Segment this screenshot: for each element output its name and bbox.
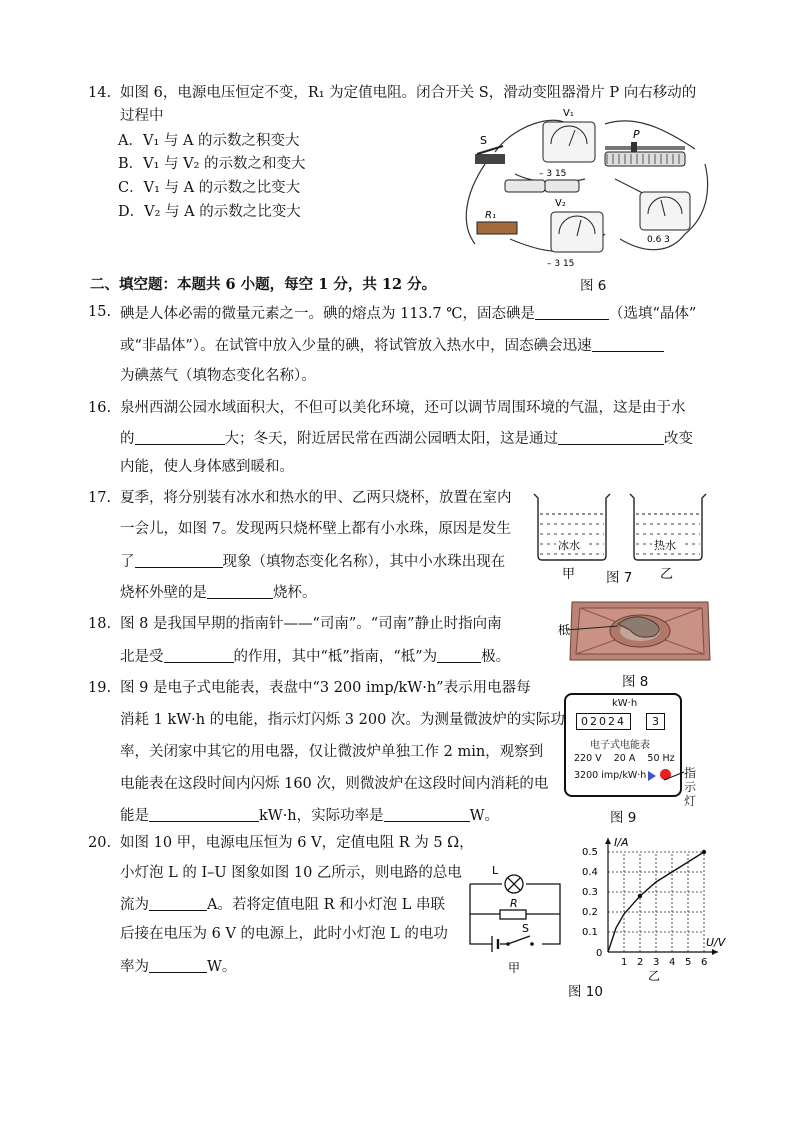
q16-line2: 的 大；冬天，附近居民常在西湖公园晒太阳，这是通过 改变	[120, 431, 693, 447]
meter-specs: 220 V 20 A 50 Hz	[574, 753, 675, 764]
figure-8-sinan	[558, 594, 718, 666]
q19-blank-2[interactable]	[384, 807, 470, 822]
svg-text:0.6 3: 0.6 3	[647, 235, 670, 245]
q15-line2: 或“非晶体”）。在试管中放入少量的碘，将试管放入热水中，固态碘会迅速	[120, 337, 664, 354]
resistor-r1	[477, 210, 517, 234]
x-tick-label: 4	[669, 957, 676, 968]
q17-line1: 夏季，将分别装有冰水和热水的甲、乙两只烧杯，放置在室内	[120, 490, 512, 506]
q20-line3: 流为 A。若将定值电阻 R 和小灯泡 L 串联	[120, 897, 445, 913]
q18-number: 18.	[88, 616, 112, 632]
q16-number: 16.	[88, 400, 112, 416]
svg-text:P: P	[633, 128, 640, 141]
q18-line2: 北是受 的作用，其中“柢”指南，“柢”为 极。	[120, 649, 511, 665]
voltmeter-v2	[547, 198, 603, 269]
meter-decimal-digit: 3	[646, 713, 665, 730]
q14-stem-line2: 过程中	[120, 108, 164, 124]
x-tick-label: 5	[685, 957, 692, 968]
svg-text:热水: 热水	[654, 539, 676, 552]
beaker-ice-water	[534, 494, 610, 582]
figure-6-circuit	[455, 104, 715, 272]
q17-line3: 了 现象（填物态变化名称），其中小水珠出现在	[120, 554, 506, 570]
y-tick-label: 0.5	[582, 847, 598, 858]
y-axis-label: I/A	[614, 836, 629, 849]
y-axis-arrow-icon	[605, 838, 611, 844]
y-tick-label: 0.4	[582, 867, 598, 878]
q17-number: 17.	[88, 490, 112, 506]
q17-blank-1[interactable]	[135, 553, 223, 568]
q19-line4: 电能表在这段时间内闪烁 160 次，则微波炉在这段时间内消耗的电	[120, 776, 549, 792]
beaker-hot-water	[630, 494, 706, 582]
svg-text:甲: 甲	[562, 567, 576, 582]
lamp-label: L	[492, 864, 499, 877]
y-tick-label: 0.3	[582, 887, 598, 898]
y-tick-label: 0.2	[582, 907, 598, 918]
origin-label: 0	[596, 948, 603, 959]
svg-text:乙: 乙	[660, 567, 674, 582]
figure-10-graph	[580, 832, 730, 982]
x-tick-label: 3	[653, 957, 660, 968]
q20-line4: 后接在电压为 6 V 的电源上，此时小灯泡 L 的电功	[120, 926, 448, 942]
graph-name: 乙	[648, 969, 661, 982]
battery	[505, 180, 579, 192]
meter-arrow-icon	[648, 771, 656, 781]
iu-curve-point	[638, 894, 642, 898]
q20-line1: 如图 10 甲，电源电压恒为 6 V，定值电阻 R 为 5 Ω，	[120, 835, 474, 851]
q19-line1: 图 9 是电子式电能表，表盘中“3 200 imp/kW·h”表示用电器每	[120, 680, 531, 696]
circuit-name: 甲	[508, 961, 521, 975]
svg-text:冰水: 冰水	[558, 539, 580, 552]
meter-unit: kW·h	[612, 698, 638, 709]
figure-9-caption: 图 9	[610, 810, 637, 826]
svg-text:– 3 15: – 3 15	[547, 259, 575, 269]
q18-blank-1[interactable]	[164, 648, 234, 663]
q19-line2: 消耗 1 kW·h 的电能，指示灯闪烁 3 200 次。为测量微波炉的实际功	[120, 712, 565, 728]
q20-blank-1[interactable]	[149, 896, 207, 911]
q19-line3: 率，关闭家中其它的用电器，仅让微波炉单独工作 2 min，观察到	[120, 744, 544, 760]
meter-name: 电子式电能表	[590, 740, 650, 751]
meter-indicator-label: 指示灯	[684, 766, 697, 808]
q15-line1: 碘是人体必需的微量元素之一。碘的熔点为 113.7 ℃，固态碘是 （选填“晶体”	[120, 306, 697, 322]
q15-blank-1[interactable]	[535, 305, 609, 320]
figure-6-caption: 图 6	[580, 278, 607, 294]
svg-text:V₂: V₂	[555, 198, 566, 209]
figure-8-caption: 图 8	[622, 674, 649, 690]
resistor-label: R	[510, 897, 518, 910]
q14-option-c: C．V₁ 与 A 的示数之比变大	[118, 180, 301, 196]
q15-line3: 为碘蒸气（填物态变化名称）。	[120, 368, 316, 384]
q20-blank-2[interactable]	[149, 958, 207, 973]
q14-option-a: A．V₁ 与 A 的示数之积变大	[118, 133, 300, 149]
q19-blank-1[interactable]	[149, 807, 259, 822]
q18-line1: 图 8 是我国早期的指南针——“司南”。“司南”静止时指向南	[120, 616, 502, 632]
svg-text:S: S	[480, 134, 487, 147]
q19-line5: 能是 kW·h，实际功率是 W。	[120, 808, 500, 824]
q18-blank-2[interactable]	[437, 648, 481, 663]
q15-number: 15.	[88, 304, 112, 320]
q14-number: 14.	[88, 85, 112, 101]
switch-s	[475, 134, 505, 164]
rheostat	[605, 128, 685, 166]
q20-number: 20.	[88, 835, 112, 851]
q20-line5: 率为 W。	[120, 959, 237, 975]
q14-stem-line1: 如图 6，电源电压恒定不变，R₁ 为定值电阻。闭合开关 S，滑动变阻器滑片 P 向右移动的	[120, 85, 697, 101]
q20-line2: 小灯泡 L 的 I–U 图象如图 10 乙所示，则电路的总电	[120, 865, 462, 881]
svg-text:柢: 柢	[558, 623, 571, 637]
meter-digits: 02024	[576, 713, 631, 730]
q14-option-b: B．V₁ 与 V₂ 的示数之和变大	[118, 156, 306, 172]
q17-line4: 烧杯外壁的是 烧杯。	[120, 585, 317, 601]
x-tick-label: 2	[637, 957, 644, 968]
x-axis-arrow-icon	[712, 949, 718, 955]
q16-line1: 泉州西湖公园水域面积大，不但可以美化环境，还可以调节周围环境的气温，这是由于水	[120, 400, 686, 416]
svg-text:V₁: V₁	[563, 108, 574, 119]
x-axis-label: U/V	[706, 936, 726, 949]
meter-imp: 3200 imp/kW·h	[574, 770, 647, 781]
x-tick-label: 1	[621, 957, 628, 968]
voltmeter-v1	[539, 108, 595, 179]
indicator-pointer-line	[664, 770, 688, 782]
q16-blank-1[interactable]	[135, 430, 225, 445]
q17-blank-2[interactable]	[207, 584, 273, 599]
figure-10-circuit	[456, 860, 572, 978]
q16-line3: 内能，使人身体感到暖和。	[120, 459, 294, 475]
figure-7-caption: 图 7	[606, 570, 633, 586]
figure-10-caption: 图 10	[568, 984, 603, 1000]
iu-curve-point	[702, 850, 706, 854]
x-tick-label: 6	[701, 957, 708, 968]
svg-text:– 3 15: – 3 15	[539, 169, 567, 179]
section-2-heading: 二、填空题：本题共 6 小题，每空 1 分，共 12 分。	[90, 276, 437, 293]
q17-line2: 一会儿，如图 7。发现两只烧杯壁上都有小水珠，原因是发生	[120, 521, 511, 537]
q15-blank-2[interactable]	[592, 337, 664, 352]
svg-text:R₁: R₁	[485, 210, 496, 221]
y-tick-label: 0.1	[582, 927, 598, 938]
q19-number: 19.	[88, 680, 112, 696]
switch-label: S	[522, 922, 529, 935]
q16-blank-2[interactable]	[558, 430, 664, 445]
q14-option-d: D．V₂ 与 A 的示数之比变大	[118, 204, 301, 220]
